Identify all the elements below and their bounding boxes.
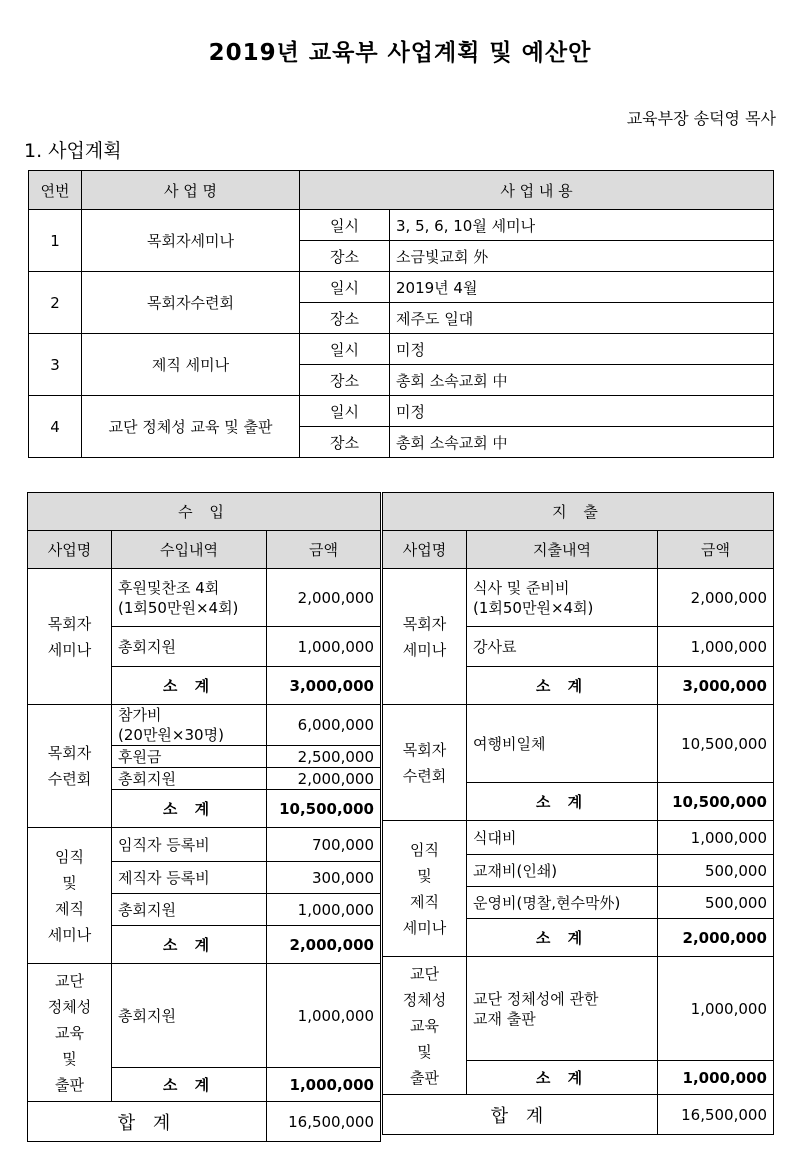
subtotal-label: 소 계 <box>112 667 267 705</box>
header-no: 연번 <box>29 171 82 210</box>
income-title: 수 입 <box>28 493 381 531</box>
budget-item: 제직자 등록비 <box>112 862 267 894</box>
plan-item-key: 장소 <box>300 303 390 334</box>
total-amount: 16,500,000 <box>658 1095 774 1135</box>
plan-row <box>29 396 774 427</box>
budget-amount: 500,000 <box>658 855 774 887</box>
budget-item: 총회지원 <box>112 894 267 926</box>
subtotal-amount: 10,500,000 <box>658 783 774 821</box>
subtotal-amount: 3,000,000 <box>267 667 381 705</box>
budget-category: 교단 정체성 교육 및 출판 <box>28 964 112 1102</box>
budget-item: 총회지원 <box>112 768 267 790</box>
total-label: 합 계 <box>28 1102 267 1142</box>
plan-name: 목회자수련회 <box>82 272 300 334</box>
budget-category: 목회자 세미나 <box>383 569 467 705</box>
subtotal-label: 소 계 <box>467 783 658 821</box>
plan-no: 3 <box>29 334 82 396</box>
subtotal-amount: 10,500,000 <box>267 790 381 828</box>
header-name: 사 업 명 <box>82 171 300 210</box>
plan-item-value: 미정 <box>390 334 774 365</box>
budget-category: 목회자 수련회 <box>28 705 112 828</box>
budget-category: 교단 정체성 교육 및 출판 <box>383 957 467 1095</box>
budget-row <box>383 569 774 627</box>
budget-amount: 1,000,000 <box>658 957 774 1061</box>
budget-item: 교재비(인쇄) <box>467 855 658 887</box>
plan-item-key: 장소 <box>300 241 390 272</box>
plan-item-value: 3, 5, 6, 10월 세미나 <box>390 210 774 241</box>
subtotal-label: 소 계 <box>112 790 267 828</box>
plan-item-key: 일시 <box>300 210 390 241</box>
subtotal-amount: 1,000,000 <box>267 1068 381 1102</box>
plan-item-value: 총회 소속교회 中 <box>390 365 774 396</box>
plan-row <box>29 272 774 303</box>
income-col-amount: 금액 <box>267 531 381 569</box>
budget-amount: 1,000,000 <box>267 894 381 926</box>
subtotal-label: 소 계 <box>467 1061 658 1095</box>
budget-amount: 2,000,000 <box>658 569 774 627</box>
budget-amount: 10,500,000 <box>658 705 774 783</box>
plan-no: 1 <box>29 210 82 272</box>
expense-col-amount: 금액 <box>658 531 774 569</box>
total-row <box>383 1095 774 1135</box>
subtotal-amount: 3,000,000 <box>658 667 774 705</box>
author-line: 교육부장 송덕영 목사 <box>626 109 776 128</box>
budget-item: 운영비(명찰,현수막外) <box>467 887 658 919</box>
header-content: 사 업 내 용 <box>300 171 774 210</box>
budget-amount: 2,000,000 <box>267 768 381 790</box>
plan-no: 4 <box>29 396 82 458</box>
budget-amount: 2,000,000 <box>267 569 381 627</box>
subtotal-amount: 1,000,000 <box>658 1061 774 1095</box>
budget-row <box>28 964 381 1068</box>
budget-row <box>28 569 381 627</box>
budget-item: 총회지원 <box>112 627 267 667</box>
total-label: 합 계 <box>383 1095 658 1135</box>
budget-amount: 300,000 <box>267 862 381 894</box>
expense-title: 지 출 <box>383 493 774 531</box>
budget-category: 임직 및 제직 세미나 <box>383 821 467 957</box>
budget-category: 목회자 세미나 <box>28 569 112 705</box>
budget-item: 후원및찬조 4회 (1회50만원×4회) <box>112 569 267 627</box>
expense-col-name: 사업명 <box>383 531 467 569</box>
total-amount: 16,500,000 <box>267 1102 381 1142</box>
budget-row <box>28 705 381 746</box>
subtotal-label: 소 계 <box>112 1068 267 1102</box>
budget-amount: 2,500,000 <box>267 746 381 768</box>
section-heading: 1. 사업계획 <box>24 140 122 162</box>
budget-item: 식사 및 준비비 (1회50만원×4회) <box>467 569 658 627</box>
budget-item: 식대비 <box>467 821 658 855</box>
subtotal-amount: 2,000,000 <box>658 919 774 957</box>
budget-item: 여행비일체 <box>467 705 658 783</box>
subtotal-label: 소 계 <box>467 667 658 705</box>
budget-amount: 1,000,000 <box>658 821 774 855</box>
plan-item-value: 2019년 4월 <box>390 272 774 303</box>
plan-table <box>28 170 774 458</box>
document-title: 2019년 교육부 사업계획 및 예산안 <box>208 40 592 66</box>
plan-item-key: 장소 <box>300 427 390 458</box>
total-row <box>28 1102 381 1142</box>
budget-amount: 6,000,000 <box>267 705 381 746</box>
plan-row <box>29 210 774 241</box>
plan-no: 2 <box>29 272 82 334</box>
plan-item-key: 일시 <box>300 272 390 303</box>
plan-item-value: 제주도 일대 <box>390 303 774 334</box>
budget-item: 임직자 등록비 <box>112 828 267 862</box>
budget-amount: 1,000,000 <box>267 964 381 1068</box>
income-col-item: 수입내역 <box>112 531 267 569</box>
plan-item-key: 장소 <box>300 365 390 396</box>
budget-item: 후원금 <box>112 746 267 768</box>
income-table <box>27 492 381 1142</box>
subtotal-amount: 2,000,000 <box>267 926 381 964</box>
plan-name: 교단 정체성 교육 및 출판 <box>82 396 300 458</box>
budget-item: 참가비 (20만원×30명) <box>112 705 267 746</box>
budget-row <box>383 957 774 1061</box>
expense-col-item: 지출내역 <box>467 531 658 569</box>
plan-name: 목회자세미나 <box>82 210 300 272</box>
plan-item-value: 미정 <box>390 396 774 427</box>
plan-item-value: 소금빛교회 外 <box>390 241 774 272</box>
budget-category: 임직 및 제직 세미나 <box>28 828 112 964</box>
budget-item: 교단 정체성에 관한 교재 출판 <box>467 957 658 1061</box>
plan-item-key: 일시 <box>300 396 390 427</box>
budget-row <box>383 705 774 783</box>
budget-item: 총회지원 <box>112 964 267 1068</box>
plan-name: 제직 세미나 <box>82 334 300 396</box>
budget-row <box>383 821 774 855</box>
plan-item-key: 일시 <box>300 334 390 365</box>
subtotal-label: 소 계 <box>467 919 658 957</box>
budget-category: 목회자 수련회 <box>383 705 467 821</box>
income-col-name: 사업명 <box>28 531 112 569</box>
budget-amount: 500,000 <box>658 887 774 919</box>
budget-item: 강사료 <box>467 627 658 667</box>
budget-amount: 700,000 <box>267 828 381 862</box>
budget-amount: 1,000,000 <box>267 627 381 667</box>
expense-table <box>382 492 774 1135</box>
budget-row <box>28 828 381 862</box>
plan-row <box>29 334 774 365</box>
subtotal-label: 소 계 <box>112 926 267 964</box>
plan-item-value: 총회 소속교회 中 <box>390 427 774 458</box>
budget-amount: 1,000,000 <box>658 627 774 667</box>
